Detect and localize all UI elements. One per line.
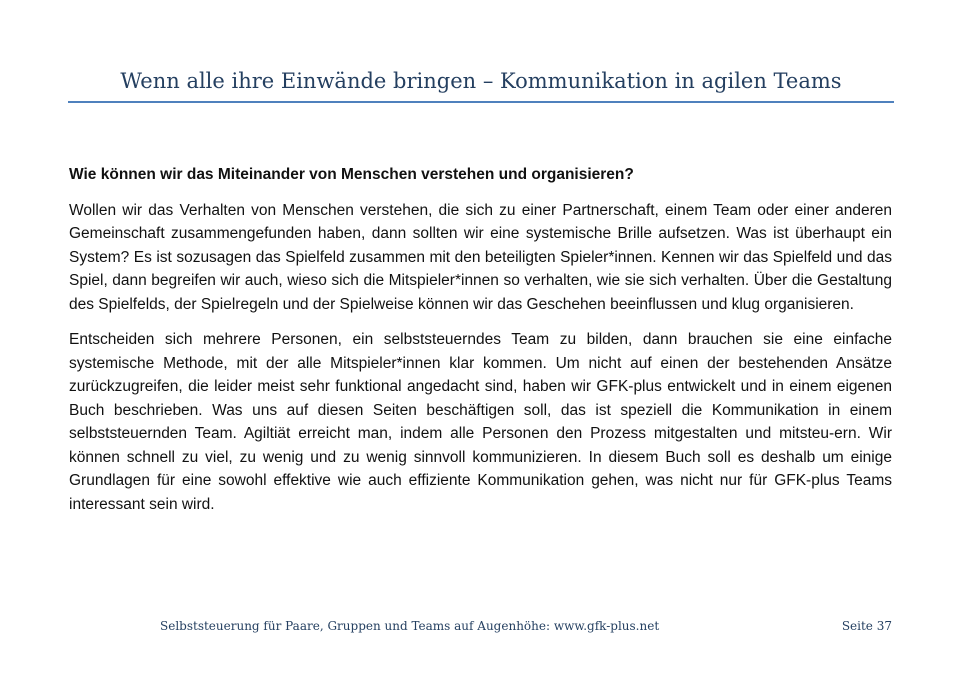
page-header-title: Wenn alle ihre Einwände bringen – Kommunikation in agilen Teams bbox=[120, 69, 842, 93]
paragraph-1: Wollen wir das Verhalten von Menschen verstehen, die sich zu einer Partnerschaft, einem Team oder einer anderen Gemeinschaft zusammengefunden haben, dann sollten wir eine systemische Brille aufsetzen. Was ist überhaupt ein System? Es ist sozusagen das Spielfeld zusammen mit den beteiligten Spieler*innen. Kennen wir das Spielfeld und das Spiel, dann begreifen wir auch, wieso sich die Mitspieler*innen so verhalten, wie sie sich verhalten. Über die Gestaltung des Spielfelds, der Spielregeln und der Spielweise können wir das Geschehen beeinflussen und klug organisieren. bbox=[69, 201, 892, 313]
page-content bbox=[69, 163, 892, 528]
header-divider bbox=[68, 101, 894, 103]
paragraph-2: Entscheiden sich mehrere Personen, ein selbststeuerndes Team zu bilden, dann brauchen sie eine einfache systemische Methode, mit der alle Mitspieler*innen klar kommen. Um nicht auf einen der bestehenden Ansätze zurückzugreifen, die leider meist sehr funktional angedacht sind, haben wir GFK-plus entwickelt und in einem eigenen Buch beschrieben. Was uns auf diesen Seiten beschäftigen soll, das ist speziell die Kommunikation in einem selbststeuernden Team. Agiltiät erreicht man, indem alle Personen den Prozess mitgestalten und mitsteu-ern. Wir können schnell zu viel, zu wenig und zu wenig sinnvoll kommunizieren. In diesem Buch soll es deshalb um einige Grundlagen für eine sowohl effektive wie auch effiziente Kommunikation gehen, was nicht nur für GFK-plus Teams interessant sein wird. bbox=[69, 331, 892, 513]
section-heading: Wie können wir das Miteinander von Menschen verstehen und organisieren? bbox=[69, 166, 634, 183]
page-number: Seite 37 bbox=[841, 619, 892, 633]
footer-book-title: Selbststeuerung für Paare, Gruppen und Teams auf Augenhöhe: www.gfk-plus.net bbox=[160, 619, 660, 633]
